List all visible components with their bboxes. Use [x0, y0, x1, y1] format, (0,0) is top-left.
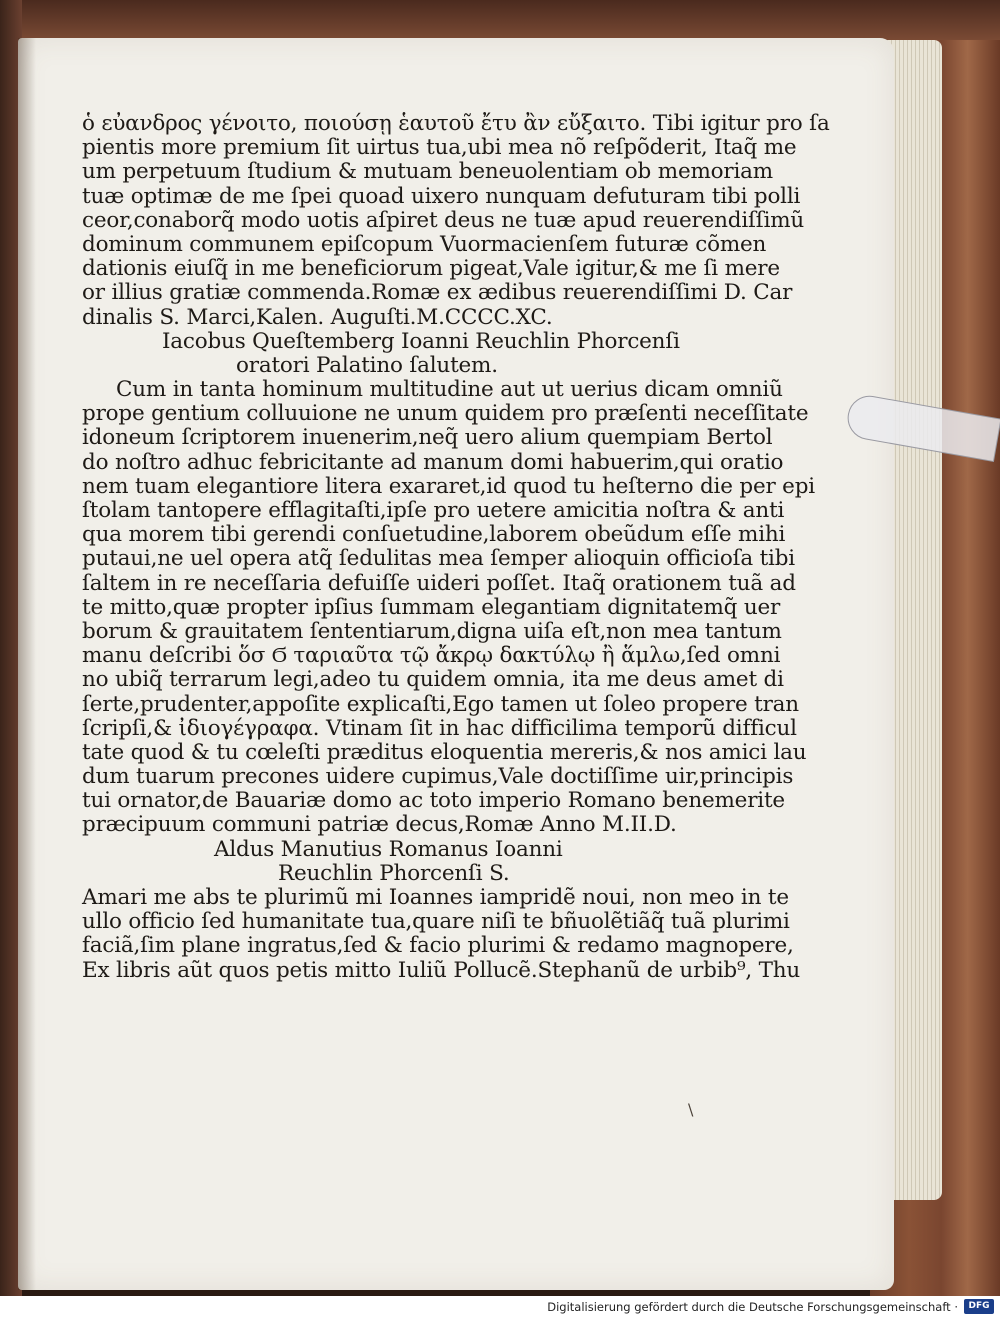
text-line: Aldus Manutius Romanus Ioanni: [214, 836, 563, 862]
text-line: ſerte,prudenter,appoſite explicaſti,Ego tamen ut ſoleo propere tran: [82, 691, 799, 717]
text-line: Ex libris aũt quos petis mitto Iuliũ Pollucẽ.Stephanũ de urbib⁹, Thu: [82, 957, 801, 983]
page-text-block: [82, 111, 830, 983]
text-line: oratori Palatino ſalutem.: [236, 352, 498, 378]
text-line: ullo officio ſed humanitate tua,quare niſi te bñuolẽtiãq̃ tuã plurimi: [82, 909, 790, 935]
text-line: tuæ optimæ de me ſpei quoad uixero nunquam defuturam tibi polli: [82, 183, 801, 209]
text-line: dationis eiuſq̃ in me beneficiorum pigeat,Vale igitur,& me ſi mere: [82, 256, 780, 282]
text-line: ſcripſi,& ἰδιογέγραφα. Vtinam ſit in hac difficilima temporũ difficul: [82, 715, 797, 741]
footer-bar: [0, 1296, 1000, 1319]
text-line: te mitto,quæ propter ipſius ſummam elegantiam dignitatemq̃ uer: [82, 594, 781, 620]
text-line: dum tuarum precones uidere cupimus,Vale doctiſſime uir,principis: [82, 764, 794, 790]
text-line: dinalis S. Marci,Kalen. Auguſti.M.CCCC.XC.: [82, 304, 553, 330]
margin-mark: \: [688, 1100, 694, 1119]
text-line: tui ornator,de Bauariæ domo ac toto imperio Romano benemerite: [82, 788, 785, 814]
text-line: borum & grauitatem ſententiarum,digna uiſa eſt,non mea tantum: [82, 618, 782, 644]
text-line: um perpetuum ſtudium & mutuam beneuolentiam ob memoriam: [82, 159, 773, 185]
text-line: Iacobus Queſtemberg Ioanni Reuchlin Phorcenſi: [162, 328, 680, 354]
text-line: Cum in tanta hominum multitudine aut ut uerius dicam omniũ: [116, 377, 783, 403]
text-line: tate quod & tu cœleſti præditus eloquentia mereris,& nos amici lau: [82, 739, 807, 765]
text-line: præcipuum communi patriæ decus,Romæ Anno M.II.D.: [82, 812, 677, 838]
text-line: Reuchlin Phorcenſi S.: [278, 860, 510, 886]
gutter-shadow: [18, 38, 36, 1290]
text-line: ceor,conaborq̃ modo uotis aſpiret deus ne tuæ apud reuerendiſſimũ: [82, 207, 805, 233]
text-line: or illius gratiæ commenda.Romæ ex ædibus reuerendiſſimi D. Car: [82, 280, 793, 306]
text-line: pientis more premium ſit uirtus tua,ubi mea nõ reſpõderit, Itaq̃ me: [82, 135, 797, 161]
text-line: ὁ εὐανδρος γένοιτο, ποιούσῃ ἑαυτοῦ ἔτυ ἂν εὔξαιτο. Tibi igitur pro ſa: [82, 111, 830, 136]
text-line: manu deſcribi ὅσ Ϭ ταριαῦτα τῷ ἄκρῳ δακτύλῳ ἢ ἅμλω,ſed omni: [82, 643, 781, 669]
text-line: ſaltem in re neceſſaria defuiſſe uideri poſſet. Itaq̃ orationem tuã ad: [82, 570, 796, 596]
text-line: nem tuam elegantiore litera exararet,id quod tu heſterno die per epi: [82, 473, 815, 499]
text-line: prope gentium colluuione ne unum quidem pro præſenti neceſſitate: [82, 401, 809, 427]
text-line: qua morem tibi gerendi conſuetudine,laborem obeũdum eſſe mihi: [82, 522, 786, 548]
text-line: no ubiq̃ terrarum legi,adeo tu quidem omnia, ita me deus amet di: [82, 667, 784, 693]
dfg-logo-icon: DFG: [964, 1299, 994, 1314]
text-line: putaui,ne uel opera atq̃ ſedulitas mea ſemper alioquin officioſa tibi: [82, 546, 795, 572]
text-line: faciã,ſim plane ingratus,ſed & facio plurimi & redamo magnopere,: [82, 933, 794, 959]
text-line: Amari me abs te plurimũ mi Ioannes iampridẽ noui, non meo in te: [82, 885, 789, 910]
text-line: dominum communem epiſcopum Vuormacienſem futuræ cõmen: [82, 231, 767, 257]
text-line: ſtolam tantopere efflagitaſti,ipſe pro uetere amicitia noſtra & anti: [82, 498, 785, 523]
text-line: do noſtro adhuc febricitante ad manum domi habuerim,qui oratio: [82, 449, 784, 475]
text-line: idoneum ſcriptorem inuenerim,neq̃ uero alium quempiam Bertol: [82, 425, 773, 451]
funding-credit: Digitalisierung gefördert durch die Deutsche Forschungsgemeinschaft ·: [547, 1300, 958, 1314]
book-cover-top: [0, 0, 1000, 40]
